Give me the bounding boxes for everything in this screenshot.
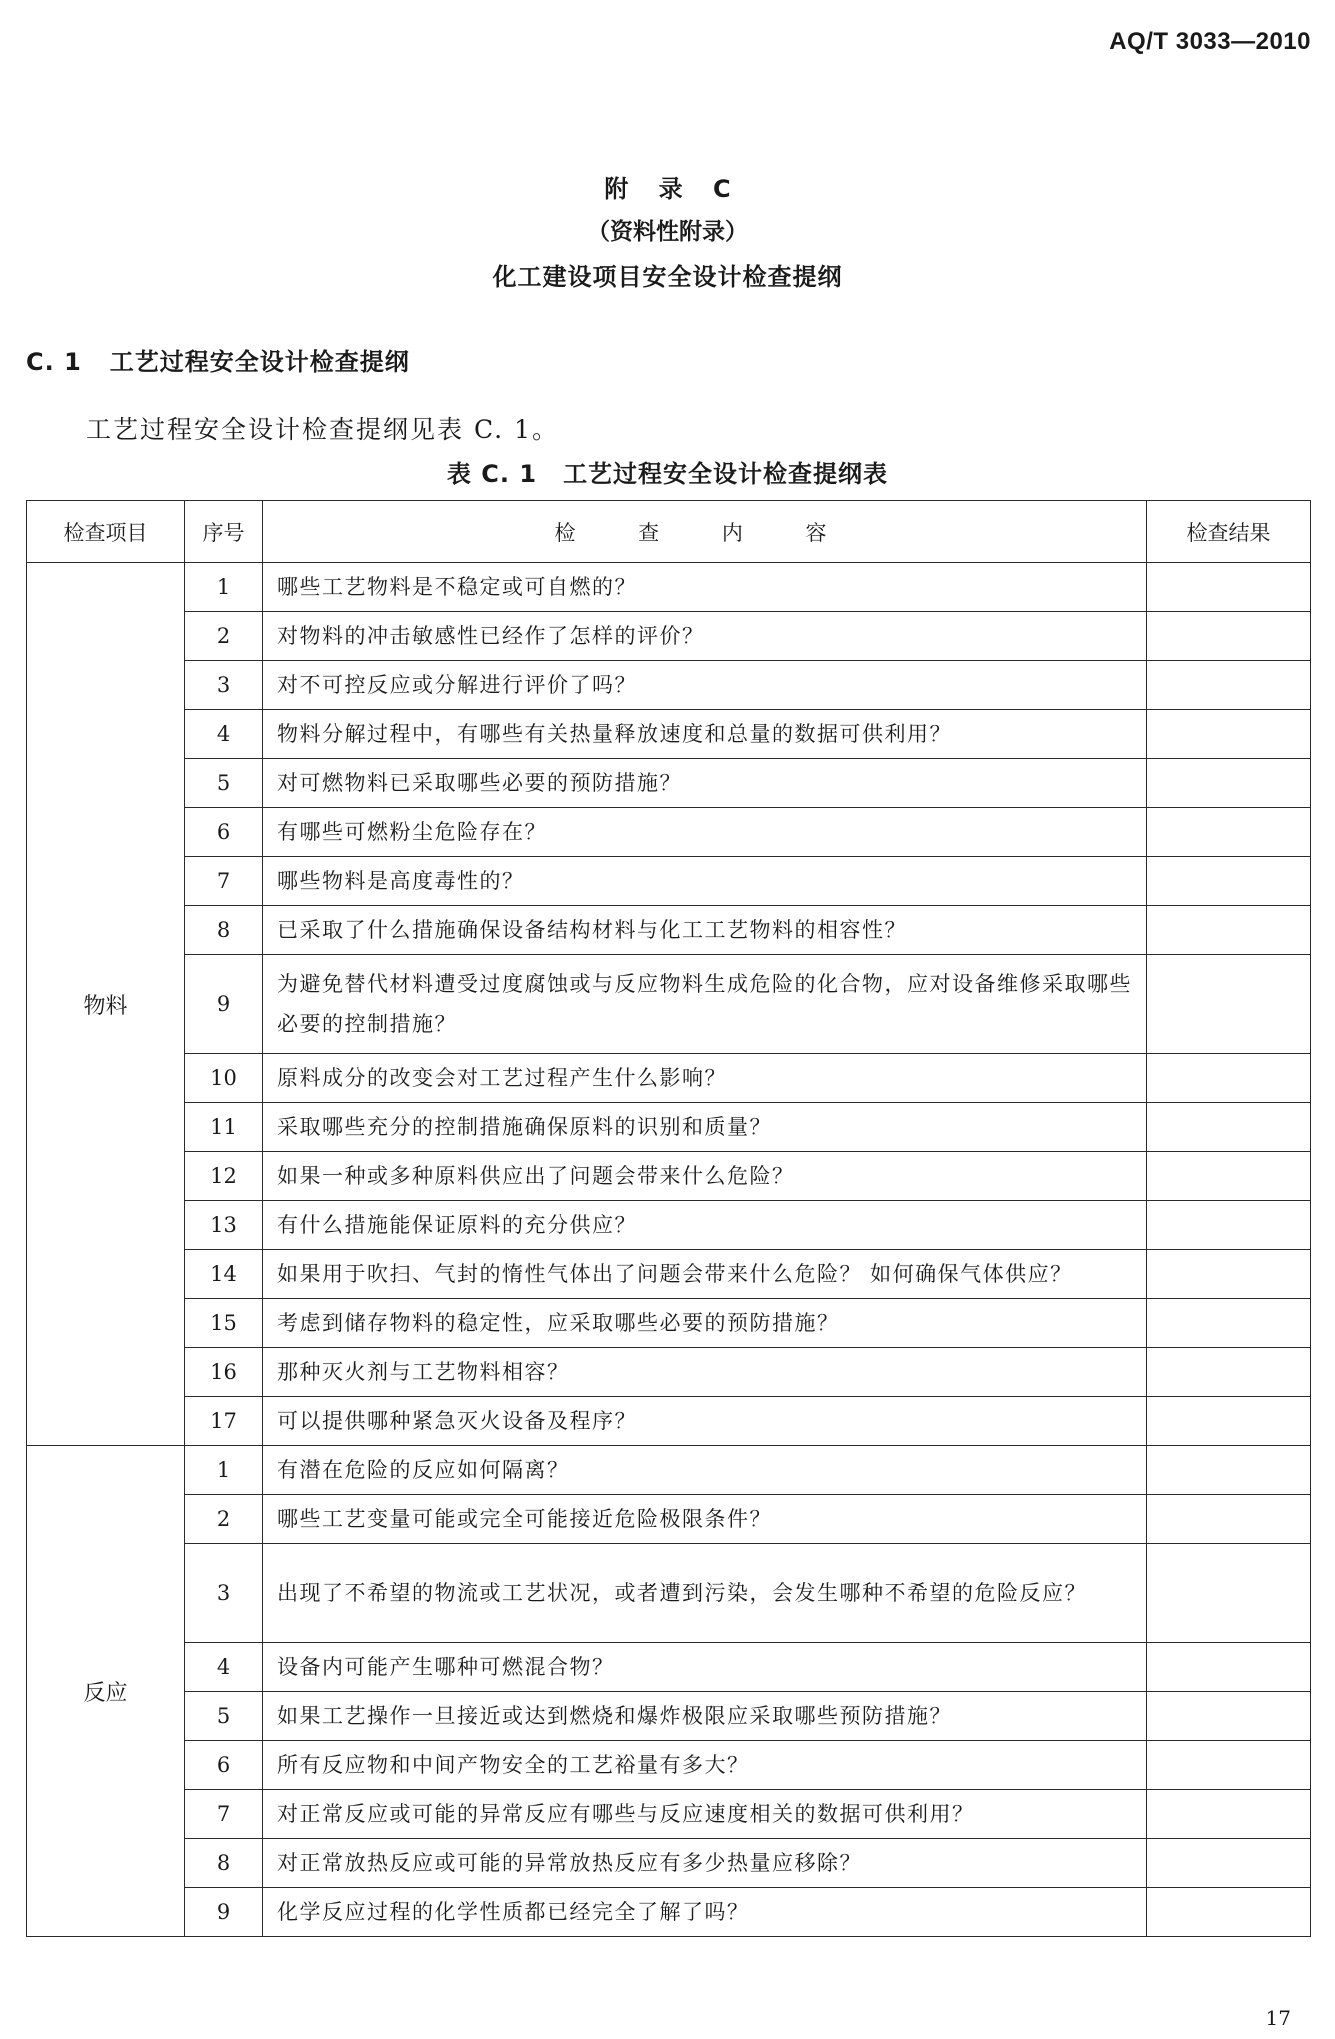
row-content: 可以提供哪种紧急灭火设备及程序？ bbox=[263, 1397, 1147, 1446]
row-content: 有什么措施能保证原料的充分供应？ bbox=[263, 1201, 1147, 1250]
row-number: 1 bbox=[185, 563, 263, 612]
annex-heading bbox=[0, 168, 1335, 300]
row-result[interactable] bbox=[1147, 1348, 1311, 1397]
row-content: 对物料的冲击敏感性已经作了怎样的评价？ bbox=[263, 612, 1147, 661]
table-row bbox=[27, 1446, 1311, 1495]
table-row bbox=[27, 1888, 1311, 1937]
row-number: 4 bbox=[185, 710, 263, 759]
table-caption bbox=[0, 454, 1335, 489]
annex-title: 附 录 C bbox=[604, 175, 731, 203]
table-row bbox=[27, 759, 1311, 808]
table-row bbox=[27, 1692, 1311, 1741]
standard-number: AQ/T 3033—2010 bbox=[1109, 28, 1311, 55]
table-header-row bbox=[27, 501, 1311, 563]
row-result[interactable] bbox=[1147, 1397, 1311, 1446]
row-result[interactable] bbox=[1147, 1250, 1311, 1299]
table-row bbox=[27, 612, 1311, 661]
row-content: 所有反应物和中间产物安全的工艺裕量有多大？ bbox=[263, 1741, 1147, 1790]
table-caption-title: 工艺过程安全设计检查提纲表 bbox=[563, 460, 889, 488]
table-row bbox=[27, 1103, 1311, 1152]
row-content: 对可燃物料已采取哪些必要的预防措施？ bbox=[263, 759, 1147, 808]
row-result[interactable] bbox=[1147, 1201, 1311, 1250]
header-content bbox=[263, 501, 1147, 563]
row-content: 原料成分的改变会对工艺过程产生什么影响？ bbox=[263, 1054, 1147, 1103]
row-number: 3 bbox=[185, 1544, 263, 1643]
row-content: 对正常放热反应或可能的异常放热反应有多少热量应移除？ bbox=[263, 1839, 1147, 1888]
table-row bbox=[27, 710, 1311, 759]
table-row bbox=[27, 661, 1311, 710]
row-number: 16 bbox=[185, 1348, 263, 1397]
table-row bbox=[27, 1839, 1311, 1888]
row-number: 1 bbox=[185, 1446, 263, 1495]
row-result[interactable] bbox=[1147, 955, 1311, 1054]
row-result[interactable] bbox=[1147, 1692, 1311, 1741]
row-result[interactable] bbox=[1147, 1446, 1311, 1495]
header-no: 序号 bbox=[185, 501, 263, 563]
table-row bbox=[27, 1201, 1311, 1250]
row-result[interactable] bbox=[1147, 857, 1311, 906]
row-content: 对正常反应或可能的异常反应有哪些与反应速度相关的数据可供利用？ bbox=[263, 1790, 1147, 1839]
row-result[interactable] bbox=[1147, 759, 1311, 808]
row-number: 10 bbox=[185, 1054, 263, 1103]
row-number: 7 bbox=[185, 1790, 263, 1839]
row-number: 7 bbox=[185, 857, 263, 906]
row-result[interactable] bbox=[1147, 1103, 1311, 1152]
table-row bbox=[27, 1348, 1311, 1397]
table-row bbox=[27, 563, 1311, 612]
row-result[interactable] bbox=[1147, 1299, 1311, 1348]
row-content: 物料分解过程中，有哪些有关热量释放速度和总量的数据可供利用？ bbox=[263, 710, 1147, 759]
table-caption-label: 表 C. 1 bbox=[446, 460, 538, 488]
header-item: 检查项目 bbox=[27, 501, 185, 563]
row-number: 3 bbox=[185, 661, 263, 710]
row-content: 有潜在危险的反应如何隔离？ bbox=[263, 1446, 1147, 1495]
row-result[interactable] bbox=[1147, 1495, 1311, 1544]
annex-subject: 化工建设项目安全设计检查提纲 bbox=[492, 263, 843, 291]
row-number: 17 bbox=[185, 1397, 263, 1446]
table-row bbox=[27, 808, 1311, 857]
row-result[interactable] bbox=[1147, 661, 1311, 710]
row-number: 9 bbox=[185, 955, 263, 1054]
table-row bbox=[27, 1741, 1311, 1790]
row-content: 出现了不希望的物流或工艺状况，或者遭到污染，会发生哪种不希望的危险反应？ bbox=[263, 1544, 1147, 1643]
row-number: 6 bbox=[185, 808, 263, 857]
row-content: 哪些物料是高度毒性的？ bbox=[263, 857, 1147, 906]
row-number: 12 bbox=[185, 1152, 263, 1201]
row-number: 6 bbox=[185, 1741, 263, 1790]
row-content: 考虑到储存物料的稳定性，应采取哪些必要的预防措施？ bbox=[263, 1299, 1147, 1348]
row-result[interactable] bbox=[1147, 1888, 1311, 1937]
row-number: 8 bbox=[185, 1839, 263, 1888]
row-content: 化学反应过程的化学性质都已经完全了解了吗？ bbox=[263, 1888, 1147, 1937]
row-result[interactable] bbox=[1147, 1741, 1311, 1790]
row-content: 如果一种或多种原料供应出了问题会带来什么危险？ bbox=[263, 1152, 1147, 1201]
row-result[interactable] bbox=[1147, 710, 1311, 759]
table-row bbox=[27, 1790, 1311, 1839]
category-cell: 反应 bbox=[27, 1446, 185, 1937]
annex-note: （资料性附录） bbox=[587, 219, 748, 245]
row-number: 2 bbox=[185, 612, 263, 661]
table-row bbox=[27, 857, 1311, 906]
row-result[interactable] bbox=[1147, 808, 1311, 857]
row-content: 那种灭火剂与工艺物料相容？ bbox=[263, 1348, 1147, 1397]
row-result[interactable] bbox=[1147, 612, 1311, 661]
row-content: 已采取了什么措施确保设备结构材料与化工工艺物料的相容性？ bbox=[263, 906, 1147, 955]
category-cell: 物料 bbox=[27, 563, 185, 1446]
table-row bbox=[27, 955, 1311, 1054]
page-number: 17 bbox=[1265, 2006, 1291, 2030]
row-number: 15 bbox=[185, 1299, 263, 1348]
row-result[interactable] bbox=[1147, 1054, 1311, 1103]
table-row bbox=[27, 1250, 1311, 1299]
row-content: 有哪些可燃粉尘危险存在？ bbox=[263, 808, 1147, 857]
row-number: 13 bbox=[185, 1201, 263, 1250]
row-content: 哪些工艺物料是不稳定或可自燃的？ bbox=[263, 563, 1147, 612]
row-content: 设备内可能产生哪种可燃混合物？ bbox=[263, 1643, 1147, 1692]
section-title: 工艺过程安全设计检查提纲 bbox=[109, 348, 410, 376]
row-result[interactable] bbox=[1147, 1544, 1311, 1643]
row-number: 4 bbox=[185, 1643, 263, 1692]
table-row bbox=[27, 1643, 1311, 1692]
table-row bbox=[27, 1054, 1311, 1103]
header-content-label: 检 查 内 容 bbox=[554, 520, 855, 545]
table-row bbox=[27, 1397, 1311, 1446]
row-content: 采取哪些充分的控制措施确保原料的识别和质量？ bbox=[263, 1103, 1147, 1152]
table-row bbox=[27, 1495, 1311, 1544]
section-intro: 工艺过程安全设计检查提纲见表 C. 1。 bbox=[86, 415, 559, 444]
row-content: 为避免替代材料遭受过度腐蚀或与反应物料生成危险的化合物，应对设备维修采取哪些必要的控制措施？ bbox=[263, 955, 1147, 1054]
row-result[interactable] bbox=[1147, 1790, 1311, 1839]
row-number: 8 bbox=[185, 906, 263, 955]
row-content: 哪些工艺变量可能或完全可能接近危险极限条件？ bbox=[263, 1495, 1147, 1544]
row-result[interactable] bbox=[1147, 1839, 1311, 1888]
table-row bbox=[27, 1544, 1311, 1643]
row-result[interactable] bbox=[1147, 1152, 1311, 1201]
table-row bbox=[27, 1299, 1311, 1348]
row-result[interactable] bbox=[1147, 1643, 1311, 1692]
section-heading bbox=[26, 342, 410, 377]
row-number: 11 bbox=[185, 1103, 263, 1152]
row-result[interactable] bbox=[1147, 563, 1311, 612]
row-content: 如果工艺操作一旦接近或达到燃烧和爆炸极限应采取哪些预防措施？ bbox=[263, 1692, 1147, 1741]
table-row bbox=[27, 906, 1311, 955]
row-number: 9 bbox=[185, 1888, 263, 1937]
check-table bbox=[26, 500, 1311, 1937]
row-content: 对不可控反应或分解进行评价了吗？ bbox=[263, 661, 1147, 710]
table-row bbox=[27, 1152, 1311, 1201]
row-number: 5 bbox=[185, 759, 263, 808]
row-number: 14 bbox=[185, 1250, 263, 1299]
header-result: 检查结果 bbox=[1147, 501, 1311, 563]
row-number: 5 bbox=[185, 1692, 263, 1741]
row-content: 如果用于吹扫、气封的惰性气体出了问题会带来什么危险？ 如何确保气体供应？ bbox=[263, 1250, 1147, 1299]
row-number: 2 bbox=[185, 1495, 263, 1544]
section-number: C. 1 bbox=[26, 348, 82, 376]
row-result[interactable] bbox=[1147, 906, 1311, 955]
